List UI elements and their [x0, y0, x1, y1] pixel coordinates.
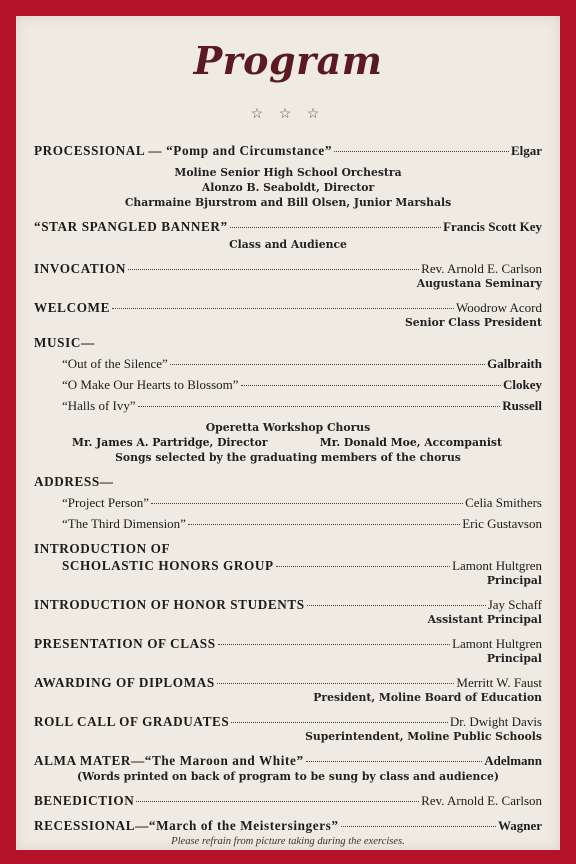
welcome-row [34, 299, 542, 316]
welcome-speaker: Woodrow Acord [456, 300, 542, 315]
leader-dots [231, 722, 448, 723]
processional-row [34, 142, 542, 159]
address-speaker: Celia Smithers [465, 495, 542, 510]
presentation-note: Principal [486, 652, 542, 665]
program-page [16, 16, 560, 850]
intro-honor-row [34, 596, 542, 613]
leader-dots [128, 269, 419, 270]
welcome-label: WELCOME [34, 300, 111, 315]
music-chorus: Operetta Workshop Chorus [205, 421, 371, 434]
leader-dots [218, 644, 450, 645]
leader-dots [306, 761, 483, 762]
alma-mater-label: ALMA MATER—“The Maroon and White” [34, 753, 304, 768]
intro-honor-label: INTRODUCTION OF HONOR STUDENTS [34, 597, 305, 612]
address-title: “The Third Dimension” [62, 516, 186, 531]
diplomas-row [34, 674, 542, 691]
address-item [34, 494, 542, 511]
presentation-speaker: Lamont Hultgren [452, 636, 542, 651]
leader-dots [112, 308, 454, 309]
leader-dots [138, 406, 501, 407]
leader-dots [341, 826, 496, 827]
music-item [34, 355, 542, 372]
recessional-label: RECESSIONAL—“March of the Meistersingers” [34, 818, 339, 833]
leader-dots [217, 683, 455, 684]
alma-mater-note: (Words printed on back of program to be sung by class and audience) [77, 770, 499, 783]
presentation-label: PRESENTATION OF CLASS [34, 636, 216, 651]
leader-dots [230, 227, 441, 228]
processional-orchestra: Moline Senior High School Orchestra [174, 166, 402, 179]
address-speaker: Eric Gustavson [462, 516, 542, 531]
leader-dots [276, 566, 450, 567]
alma-mater-row [34, 752, 542, 769]
anthem-label: “STAR SPANGLED BANNER” [34, 219, 228, 234]
intro-scholastic-line1: INTRODUCTION OF [34, 541, 171, 556]
music-director: Mr. James A. Partridge, Director [72, 436, 268, 449]
leader-dots [188, 524, 460, 525]
intro-honor-speaker: Jay Schaff [487, 597, 542, 612]
music-composer: Russell [502, 398, 542, 413]
anthem-performers: Class and Audience [229, 238, 347, 251]
alma-mater-composer: Adelmann [484, 753, 542, 768]
music-item [34, 376, 542, 393]
music-title: “Out of the Silence” [62, 356, 168, 371]
roll-call-row [34, 713, 542, 730]
roll-call-note: Superintendent, Moline Public Schools [305, 730, 542, 743]
intro-scholastic-speaker: Lamont Hultgren [452, 558, 542, 573]
program-content [34, 142, 542, 834]
processional-composer: Elgar [510, 143, 542, 158]
star-ornament-icon: ☆ ☆ ☆ [250, 107, 326, 122]
processional-marshals: Charmaine Bjurstrom and Bill Olsen, Junior Marshals [124, 196, 452, 209]
leader-dots [307, 605, 486, 606]
page-title: Program [193, 38, 383, 83]
music-credits [34, 435, 542, 450]
benediction-label: BENEDICTION [34, 793, 135, 808]
benediction-row [34, 792, 542, 809]
roll-call-speaker: Dr. Dwight Davis [449, 714, 542, 729]
address-title: “Project Person” [62, 495, 150, 510]
recessional-composer: Wagner [497, 818, 542, 833]
invocation-speaker: Rev. Arnold E. Carlson [421, 261, 542, 276]
leader-dots [334, 151, 509, 152]
invocation-row [34, 260, 542, 277]
intro-honor-note: Assistant Principal [427, 613, 542, 626]
invocation-note: Augustana Seminary [416, 277, 542, 290]
music-item [34, 397, 542, 414]
leader-dots [241, 385, 501, 386]
benediction-speaker: Rev. Arnold E. Carlson [421, 793, 542, 808]
diplomas-label: AWARDING OF DIPLOMAS [34, 675, 215, 690]
processional-label: PROCESSIONAL — “Pomp and Circumstance” [34, 143, 333, 158]
diplomas-speaker: Merritt W. Faust [456, 675, 542, 690]
music-composer: Galbraith [487, 356, 542, 371]
anthem-row [34, 218, 542, 235]
diplomas-note: President, Moline Board of Education [313, 691, 542, 704]
intro-scholastic-note: Principal [486, 574, 542, 587]
recessional-row [34, 817, 542, 834]
music-title: “Halls of Ivy” [62, 398, 136, 413]
music-composer: Clokey [503, 377, 542, 392]
leader-dots [170, 364, 485, 365]
presentation-row [34, 635, 542, 652]
anthem-composer: Francis Scott Key [443, 219, 542, 234]
address-heading: ADDRESS— [34, 474, 114, 489]
music-title: “O Make Our Hearts to Blossom” [62, 377, 239, 392]
processional-director: Alonzo B. Seaboldt, Director [201, 181, 375, 194]
address-item [34, 515, 542, 532]
intro-scholastic-line2: SCHOLASTIC HONORS GROUP [62, 558, 274, 573]
intro-scholastic-row [34, 557, 542, 574]
leader-dots [151, 503, 463, 504]
music-songs-note: Songs selected by the graduating members of the chorus [115, 451, 461, 464]
music-heading: MUSIC— [34, 335, 95, 350]
footer-note: Please refrain from picture taking during the exercises. [171, 836, 405, 847]
roll-call-label: ROLL CALL OF GRADUATES [34, 714, 230, 729]
invocation-label: INVOCATION [34, 261, 126, 276]
music-accompanist: Mr. Donald Moe, Accompanist [319, 436, 502, 449]
leader-dots [136, 801, 419, 802]
welcome-note: Senior Class President [405, 316, 542, 329]
